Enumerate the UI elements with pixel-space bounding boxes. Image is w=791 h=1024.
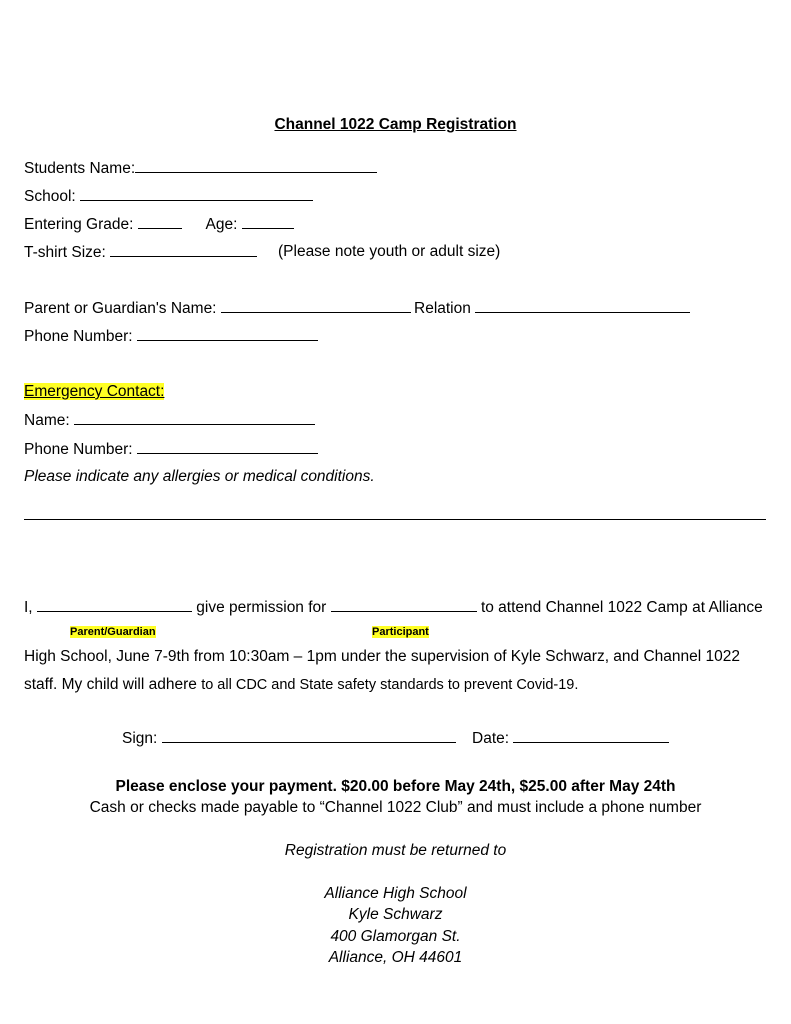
age-label: Age:: [205, 216, 238, 233]
date-field[interactable]: [513, 729, 669, 743]
sign-field[interactable]: [162, 729, 456, 743]
phone-label: Phone Number:: [24, 328, 133, 345]
participant-caption-text: Participant: [372, 626, 429, 638]
relation-label: Relation: [414, 300, 471, 317]
attend-text: to attend Channel 1022 Camp at Alliance: [480, 599, 763, 616]
student-name-field[interactable]: [135, 159, 377, 173]
parent-guardian-caption-text: Parent/Guardian: [70, 626, 156, 638]
school-row: [24, 187, 313, 206]
relation-row: [414, 299, 690, 318]
permission-line2: High School, June 7-9th from 10:30am – 1pm under the supervision of Kyle Schwarz, and Channel 1022: [24, 648, 741, 665]
participant-field[interactable]: [331, 598, 477, 612]
address-line-1: Alliance High School: [324, 885, 467, 902]
emergency-phone-row: [24, 440, 318, 459]
student-name-label: Students Name:: [24, 160, 136, 177]
emergency-heading-text: Emergency Contact:: [24, 383, 165, 400]
sign-label: Sign:: [122, 730, 158, 747]
date-row: [472, 729, 669, 748]
address-line-3: 400 Glamorgan St.: [330, 928, 461, 945]
phone-row: [24, 327, 318, 346]
tshirt-note: (Please note youth or adult size): [278, 243, 501, 260]
emergency-name-field[interactable]: [74, 411, 315, 425]
address-line-4: Alliance, OH 44601: [328, 949, 463, 966]
parent-guardian-caption: [70, 626, 156, 638]
entering-grade-field[interactable]: [138, 215, 182, 229]
phone-field[interactable]: [137, 327, 318, 341]
allergies-prompt: Please indicate any allergies or medical conditions.: [24, 468, 375, 485]
sign-row: [122, 729, 456, 748]
emergency-phone-field[interactable]: [137, 440, 318, 454]
permission-line1: [24, 598, 763, 617]
age-field[interactable]: [242, 215, 294, 229]
participant-caption: [372, 626, 429, 638]
tshirt-row: [24, 243, 257, 262]
permission-i-label: I,: [24, 599, 33, 616]
give-permission-text: give permission for: [196, 599, 327, 616]
tshirt-label: T-shirt Size:: [24, 244, 106, 261]
return-text: Registration must be returned to: [284, 842, 507, 859]
allergies-field[interactable]: [24, 519, 766, 520]
parent-name-field[interactable]: [221, 299, 411, 313]
emergency-name-label: Name:: [24, 412, 70, 429]
grade-age-row: [24, 215, 294, 234]
emergency-heading: [24, 383, 164, 401]
emergency-name-row: [24, 411, 315, 430]
permission-line3: [24, 676, 578, 694]
permission-line3-b: to all CDC and State safety standards to prevent Covid-19.: [201, 677, 579, 693]
school-label: School:: [24, 188, 76, 205]
relation-field[interactable]: [475, 299, 690, 313]
tshirt-field[interactable]: [110, 243, 257, 257]
address-line-2: Kyle Schwarz: [348, 906, 443, 923]
parent-name-label: Parent or Guardian's Name:: [24, 300, 217, 317]
student-name-row: [24, 159, 377, 178]
payment-note: Cash or checks made payable to “Channel 1022 Club” and must include a phone number: [89, 799, 702, 816]
parent-row: [24, 299, 411, 318]
payment-notice: Please enclose your payment. $20.00 before May 24th, $25.00 after May 24th: [115, 778, 676, 795]
emergency-phone-label: Phone Number:: [24, 441, 133, 458]
entering-grade-label: Entering Grade:: [24, 216, 134, 233]
page-title: Channel 1022 Camp Registration: [274, 116, 517, 133]
permission-line3-a: staff. My child will adhere: [24, 676, 197, 693]
parent-guardian-field[interactable]: [37, 598, 192, 612]
date-label: Date:: [472, 730, 510, 747]
school-field[interactable]: [80, 187, 313, 201]
